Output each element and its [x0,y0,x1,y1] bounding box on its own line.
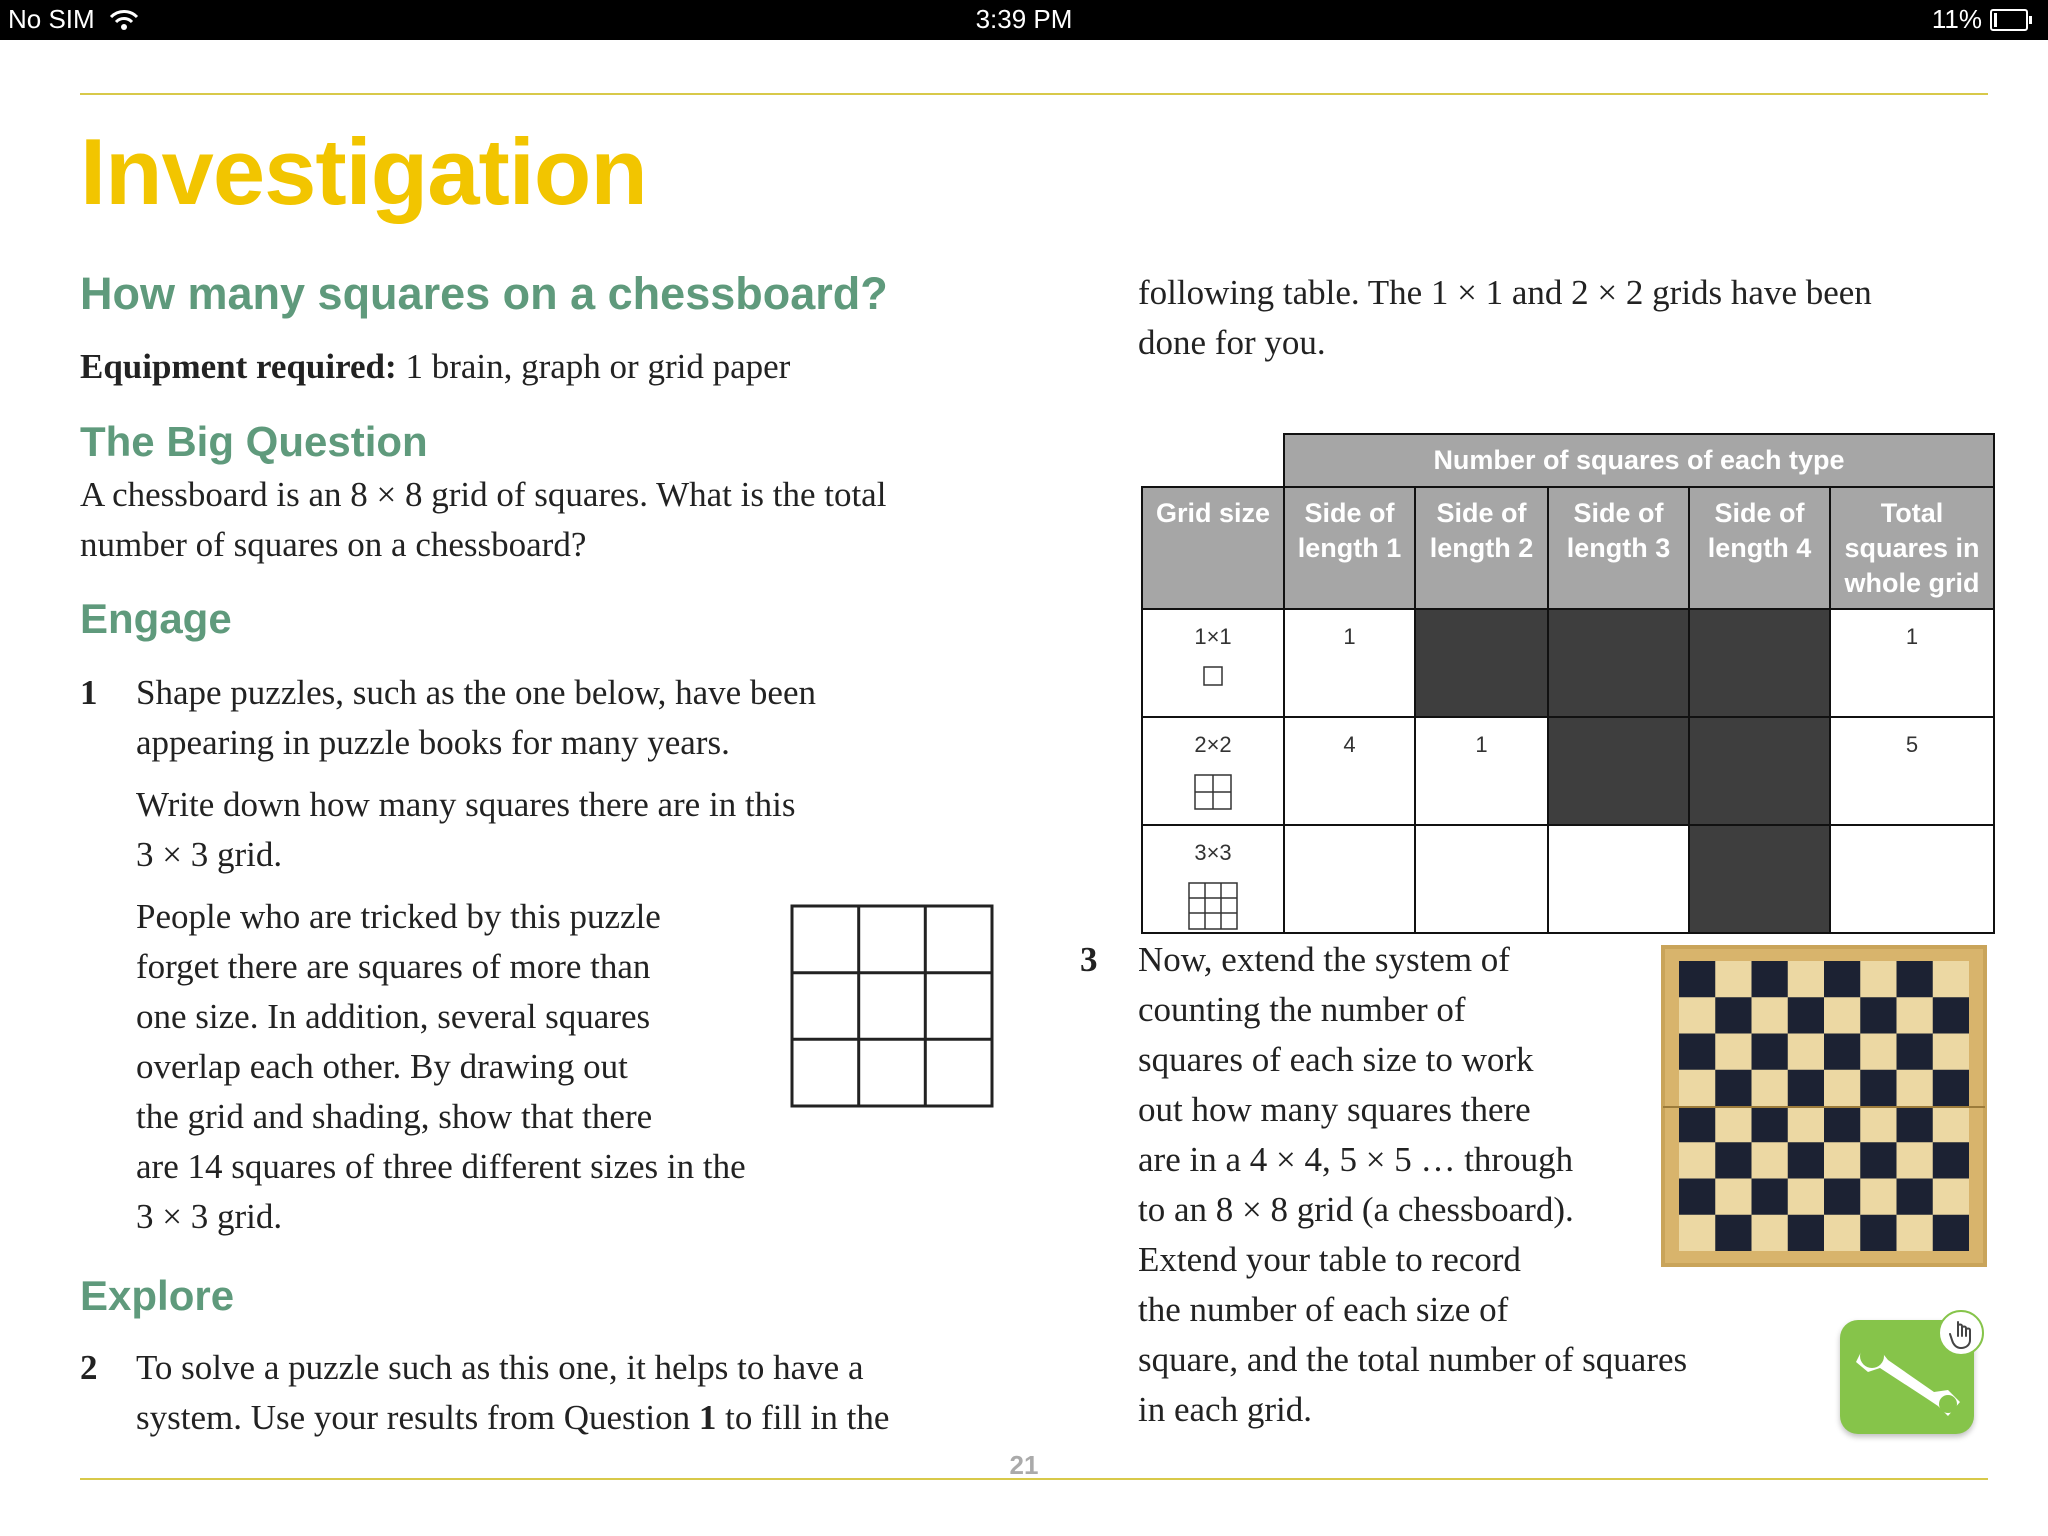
text-line: done for you. [1138,323,1326,362]
q2-text [136,1343,889,1443]
table-cell[interactable]: 4 [1284,717,1415,825]
header-side-4 [1689,487,1830,609]
chess-square [1715,1215,1751,1251]
chess-square [1933,1142,1969,1178]
text-line: number of squares on a chessboard? [80,525,587,564]
tool-button[interactable] [1840,1320,1974,1434]
table-cell[interactable]: 1 [1830,609,1994,717]
big-question-heading: The Big Question [80,418,428,465]
header-line: squares in [1844,533,1980,563]
header-line: Side of [1304,498,1395,528]
clock: 3:39 PM [975,4,1073,34]
q3-text [1138,935,1687,1435]
two-by-two-grid-icon [1194,774,1232,810]
chess-square [1824,961,1860,997]
shaded-cell [1689,825,1830,933]
chess-square [1715,1070,1751,1106]
text-line: overlap each other. By drawing out [136,1047,628,1086]
text-line: 3 × 3 grid. [136,835,283,874]
question-number: 1 [80,673,98,712]
question-number: 2 [80,1348,98,1387]
text-line: People who are tricked by this puzzle [136,897,661,936]
empty-corner [1142,434,1284,487]
header-side-1 [1284,487,1415,609]
q1-para2 [136,780,796,880]
chess-square [1679,1179,1715,1215]
shaded-cell [1548,717,1689,825]
text-line: squares of each size to work [1138,1040,1534,1079]
text-line: appearing in puzzle books for many years. [136,723,730,762]
text-line: forget there are squares of more than [136,947,651,986]
chess-square [1679,961,1715,997]
chessboard-image [1661,945,1987,1267]
one-by-one-grid-icon [1203,666,1223,686]
header-line: length 3 [1566,533,1671,563]
chess-square [1788,1215,1824,1251]
chess-square [1788,997,1824,1033]
top-rule [80,93,1988,95]
header-side-2 [1415,487,1548,609]
chess-square [1788,1070,1824,1106]
grid-size-label: 1×1 [1194,624,1232,649]
chess-square [1679,1034,1715,1070]
tap-hint-badge [1938,1310,1984,1356]
chess-square [1933,997,1969,1033]
chess-square [1897,1034,1933,1070]
text-span: to fill in the [716,1398,890,1437]
header-grid-size [1142,487,1284,609]
carrier-label: No SIM [8,4,95,34]
three-by-three-grid-figure [790,904,994,1108]
chess-square [1933,1070,1969,1106]
text-line: the grid and shading, show that there [136,1097,653,1136]
table-cell[interactable]: 1 [1415,717,1548,825]
text-line: are in a 4 × 4, 5 × 5 … through [1138,1140,1574,1179]
text-line: 3 × 3 grid. [136,1197,283,1236]
equipment-value: 1 brain, graph or grid paper [396,347,791,386]
header-total [1830,487,1994,609]
table-row [1142,825,1994,933]
chess-square [1715,1142,1751,1178]
text-line: Now, extend the system of [1138,940,1510,979]
text-line: counting the number of [1138,990,1466,1029]
text-line: Extend your table to record [1138,1240,1521,1279]
chess-square [1679,1106,1715,1142]
chess-square [1860,997,1896,1033]
grid-size-cell [1142,825,1284,933]
text-line: Write down how many squares there are in this [136,785,796,824]
chess-square [1860,1215,1896,1251]
table-cell[interactable] [1548,825,1689,933]
table-cell[interactable] [1830,825,1994,933]
text-line: To solve a puzzle such as this one, it helps to have a [136,1348,864,1387]
text-line: out how many squares there [1138,1090,1531,1129]
text-line: A chessboard is an 8 × 8 grid of squares. What is the total [80,475,887,514]
header-line: length 2 [1429,533,1534,563]
battery-percent: 11% [1931,4,1982,34]
q1-para1 [136,668,816,768]
page-title: Investigation [80,119,647,224]
table-cell[interactable]: 5 [1830,717,1994,825]
text-line: following table. The 1 × 1 and 2 × 2 grids have been [1138,273,1872,312]
chess-square [1752,1034,1788,1070]
text-line: are 14 squares of three different sizes in the [136,1147,746,1186]
big-question-text [80,470,886,570]
shaded-cell [1689,609,1830,717]
text-line: in each grid. [1138,1390,1312,1429]
shaded-cell [1689,717,1830,825]
header-line: whole grid [1844,568,1980,598]
chess-square [1897,1106,1933,1142]
three-by-three-grid-icon [1188,882,1238,930]
equipment-text [80,342,790,392]
engage-heading: Engage [80,595,232,642]
chess-square [1715,997,1751,1033]
chess-square [1933,1215,1969,1251]
text-span: system. Use your results from Question [136,1398,699,1437]
grid-size-cell [1142,609,1284,717]
header-line: Side of [1573,498,1664,528]
text-line: square, and the total number of squares [1138,1340,1688,1379]
chess-square [1824,1106,1860,1142]
text-line: to an 8 × 8 grid (a chessboard). [1138,1190,1574,1229]
header-line: length 1 [1297,533,1402,563]
chess-square [1752,961,1788,997]
question-number: 3 [1080,940,1098,979]
shaded-cell [1548,609,1689,717]
header-line: Side of [1714,498,1805,528]
equipment-label: Equipment required: [80,347,397,386]
header-line: Side of [1436,498,1527,528]
chess-square [1860,1142,1896,1178]
question-ref: 1 [698,1398,717,1437]
chess-square [1788,1142,1824,1178]
text-line: Shape puzzles, such as the one below, have been [136,673,816,712]
table-row [1142,609,1994,717]
shaded-cell [1415,609,1548,717]
header-line: length 4 [1707,533,1812,563]
text-line: the number of each size of [1138,1290,1509,1329]
table-cell[interactable]: 1 [1284,609,1415,717]
table-cell[interactable] [1284,825,1415,933]
text-line: one size. In addition, several squares [136,997,651,1036]
explore-heading: Explore [80,1272,235,1319]
chess-square [1824,1179,1860,1215]
battery-icon [1990,9,2028,31]
grid-size-label: 3×3 [1194,840,1232,865]
main-heading: How many squares on a chessboard? [80,268,888,319]
header-line: Grid size [1155,498,1271,528]
table-cell[interactable] [1415,825,1548,933]
group-header: Number of squares of each type [1284,434,1994,487]
text-line [136,1393,889,1443]
chess-square [1897,1179,1933,1215]
chess-square [1897,961,1933,997]
page[interactable] [0,40,2048,1536]
grid-size-cell [1142,717,1284,825]
squares-table [1141,433,1995,934]
page-number: 21 [1009,1450,1039,1480]
chess-square [1860,1070,1896,1106]
grid-size-label: 2×2 [1194,732,1232,757]
hand-pointer-icon [1940,1312,1982,1354]
chess-square [1752,1179,1788,1215]
chess-square [1824,1034,1860,1070]
header-line: Total [1880,498,1944,528]
table-row [1142,717,1994,825]
chess-square [1752,1106,1788,1142]
status-bar [0,0,2048,40]
continued-text [1138,268,1872,368]
header-side-3 [1548,487,1689,609]
q1-para3 [136,892,746,1242]
